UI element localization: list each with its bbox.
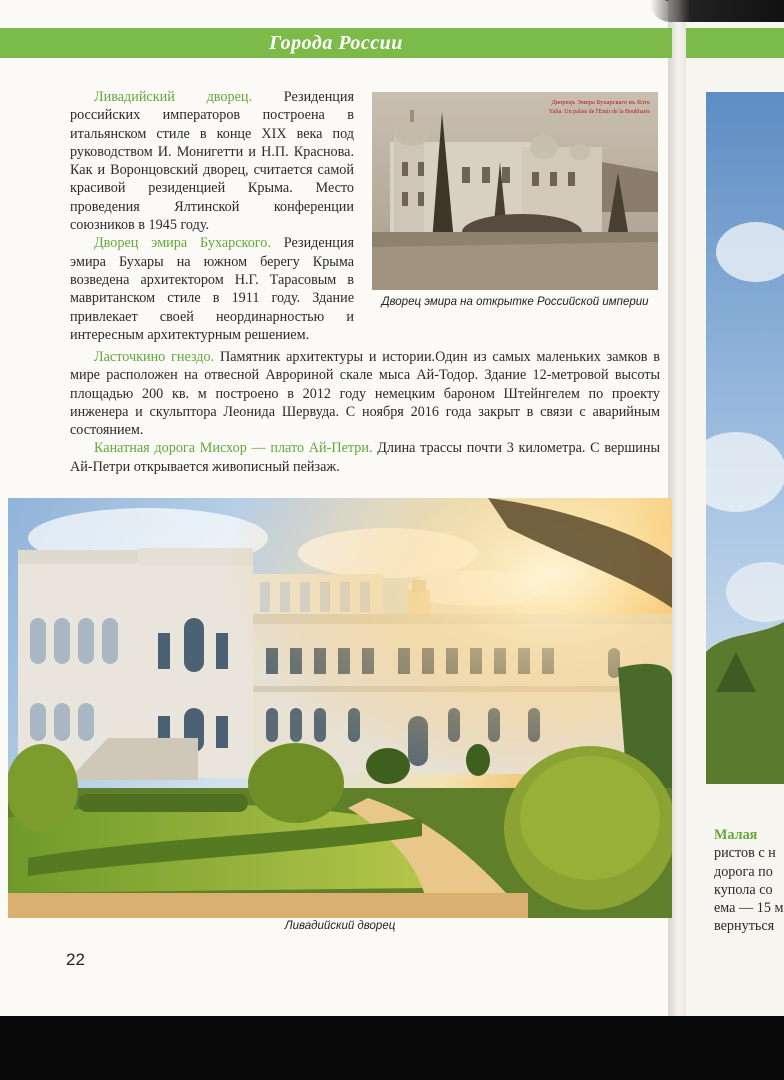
next-page-line: ема — 15 м — [714, 900, 784, 917]
next-page-line: ристов с н — [714, 845, 776, 862]
next-page-illustration — [706, 92, 784, 784]
next-page-line: Малая — [714, 827, 758, 843]
paragraph-swallow-nest — [70, 348, 660, 439]
next-page-photo — [706, 92, 784, 784]
paragraph-livadia — [70, 88, 354, 234]
paragraph-body: Резиденция эмира Бухары на южном берегу Крыма возведена архитектором Н.Г. Тарасовым в мавританском стиле в 1911 году. Здание привлекает своей неординарностью и интересным архитектурным решением. — [70, 235, 354, 343]
next-page-line: дорога по — [714, 863, 773, 880]
paragraph-emir-palace — [70, 234, 354, 344]
paragraph-heading: Ласточкино гнездо. — [94, 349, 215, 365]
page-number: 22 — [66, 950, 85, 969]
next-page-header-band — [686, 28, 784, 58]
postcard-inscription-fr: Yalta. Un palais de l'Emir de la Boukharie — [548, 109, 650, 115]
dark-corner — [650, 0, 784, 22]
paragraph-body: Резиденция российских императоров построена в итальянском стиле в конце XIX века под руководством И. Монигетти и Н.П. Краснова. Как и Воронцовский дворец, считается самой красивой резиденцией Крыма. Место проведения Ялтинской конференции союзников в 1945 году. — [70, 89, 354, 234]
section-title: Города России — [269, 32, 403, 54]
scan-background — [0, 1016, 784, 1080]
postcard-inscription: Дворецъ Эмира Бухарскаго въ Ялте — [551, 99, 650, 106]
paragraph-body: Длина трассы почти 3 километра. С вершины Ай-Петри открывается живописный пейзаж. — [70, 440, 660, 475]
full-width-text — [70, 348, 660, 476]
next-page-line: купола со — [714, 881, 773, 898]
paragraph-heading: Канатная дорога Мисхор — плато Ай-Петри. — [94, 440, 373, 457]
postcard-photo — [372, 92, 658, 290]
livadia-illustration — [8, 498, 672, 918]
paragraph-heading: Ливадийский дворец. — [94, 89, 253, 105]
next-page-text — [714, 826, 784, 936]
postcard-caption: Дворец эмира на открытке Российской империи — [381, 296, 649, 308]
palace-caption: Ливадийский дворец — [284, 920, 396, 932]
postcard-illustration — [372, 92, 658, 290]
paragraph-body: Памятник архитектуры и истории.Один из самых маленьких замков в мире расположен на отвесной Аврориной скале мыса Ай-Тодор. Здание 12-метровой высоты площадью 200 кв. м построено в 2012 году немецким бароном Штейнгелем по проекту инженера и скульптора Леонида Шервуда. С ноября 2016 года закрыт в связи с аварийным состоянием. — [70, 349, 660, 439]
next-page-line: вернуться — [714, 918, 775, 935]
paragraph-cable-car — [70, 439, 660, 476]
livadia-palace-photo — [8, 498, 672, 918]
column-text — [70, 88, 354, 344]
paragraph-heading: Дворец эмира Бухарского. — [94, 235, 271, 252]
